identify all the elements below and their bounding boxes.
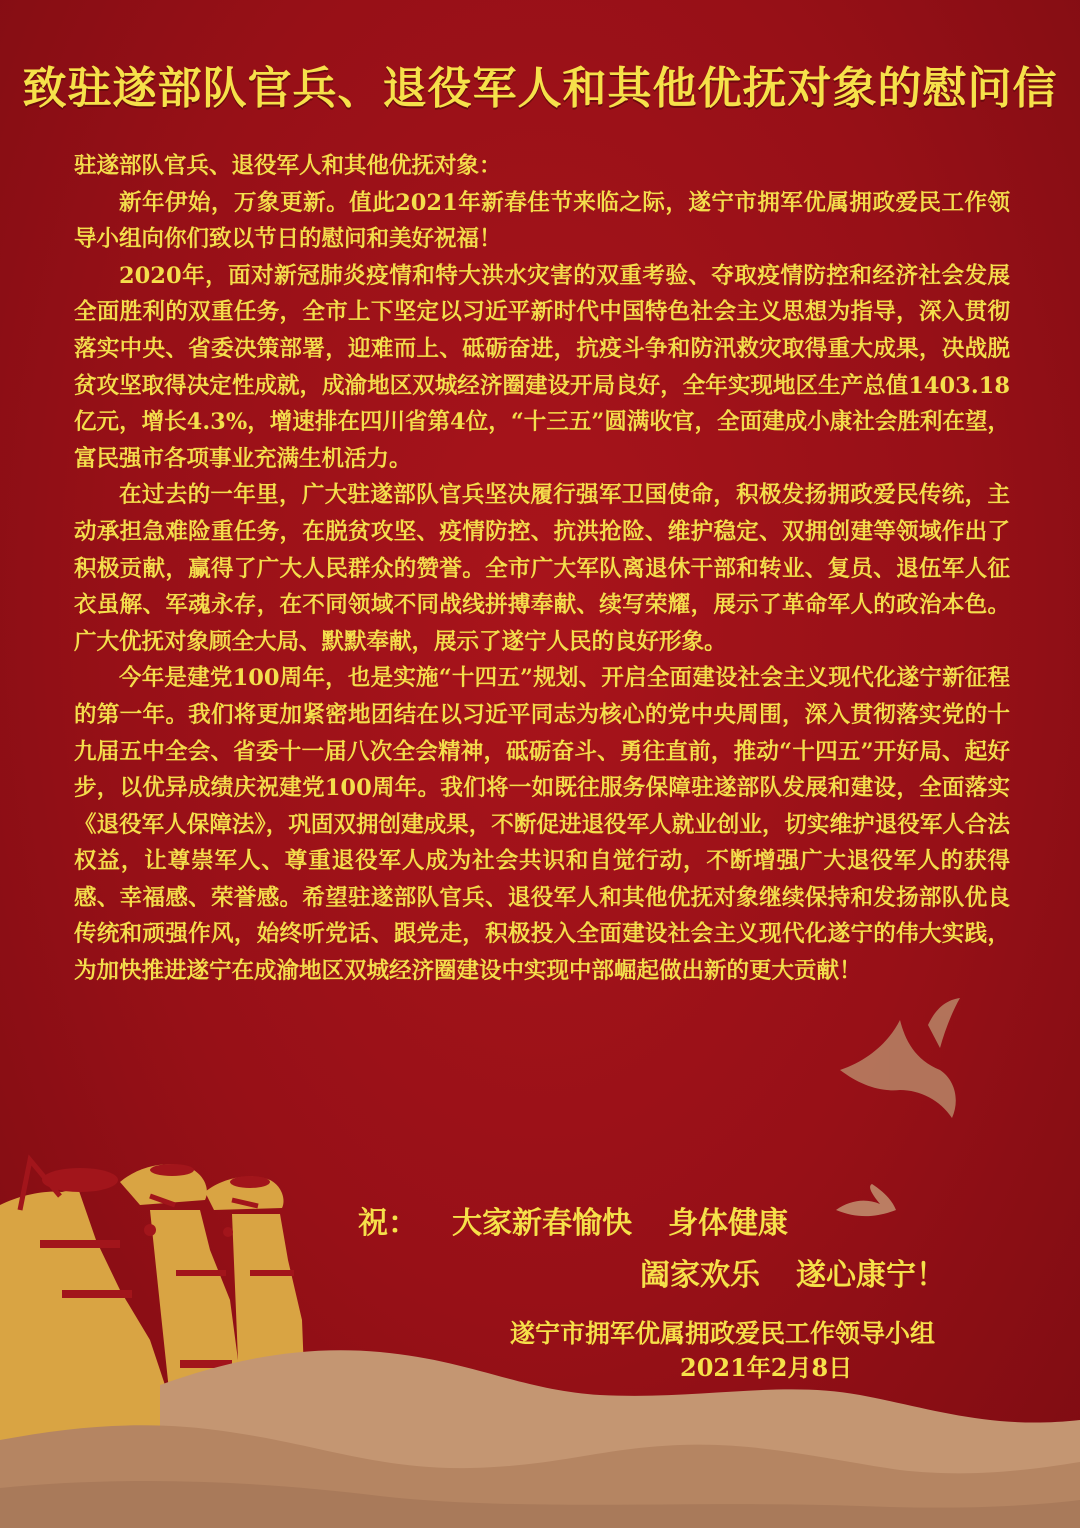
paragraph: 在过去的一年里，广大驻遂部队官兵坚决履行强军卫国使命，积极发扬拥政爱民传统，主动承担急难险重任务，在脱贫攻坚、疫情防控、抗洪抢险、维护稳定、双拥创建等领域作出了积极贡献，赢得了广大人民群众的赞誉。全市广大军队离退休干部和转业、复员、退伍军人征衣虽解、军魂永存，在不同领域不同战线拼搏奉献、续写荣耀，展示了革命军人的政治本色。广大优抚对象顾全大局、默默奉献，展示了遂宁人民的良好形象。	[74, 482, 1010, 655]
page-title: 致驻遂部队官兵、退役军人和其他优抚对象的慰问信	[22, 63, 1058, 114]
wish-text: 身体健康	[668, 1206, 788, 1241]
signature-date: 2021年2月8日	[680, 1353, 853, 1382]
salutation: 驻遂部队官兵、退役军人和其他优抚对象：	[74, 153, 502, 179]
wish-line-2	[640, 1250, 946, 1294]
wish-text: 阖家欢乐	[640, 1258, 760, 1293]
wish-text: 遂心康宁！	[796, 1258, 946, 1293]
wish-line-1	[358, 1198, 788, 1242]
paragraph: 新年伊始，万象更新。值此2021年新春佳节来临之际，遂宁市拥军优属拥政爱民工作领导小组向你们致以节日的慰问和美好祝福！	[74, 189, 1010, 253]
dove-icon	[840, 998, 960, 1118]
wish-label: 祝：	[358, 1206, 418, 1241]
letter-body	[74, 148, 1010, 990]
paragraph: 今年是建党100周年，也是实施“十四五”规划、开启全面建设社会主义现代化遂宁新征程的第一年。我们将更加紧密地团结在以习近平同志为核心的党中央周围，深入贯彻落实党的十九届五中全会、省委十一届八次全会精神，砥砺奋斗、勇往直前，推动“十四五”开好局、起好步，以优异成绩庆祝建党100周年。我们将一如既往服务保障驻遂部队发展和建设，全面落实《退役军人保障法》，巩固双拥创建成果，不断促进退役军人就业创业，切实维护退役军人合法权益，让尊崇军人、尊重退役军人成为社会共识和自觉行动，不断增强广大退役军人的获得感、幸福感、荣誉感。希望驻遂部队官兵、退役军人和其他优抚对象继续保持和发扬部队优良传统和顽强作风，始终听党话、跟党走，积极投入全面建设社会主义现代化遂宁的伟大实践，为加快推进遂宁在成渝地区双城经济圈建设中实现中部崛起做出新的更大贡献！	[74, 665, 1010, 985]
wish-text: 大家新春愉快	[452, 1206, 632, 1241]
signature-organization: 遂宁市拥军优属拥政爱民工作领导小组	[510, 1319, 936, 1348]
dove-icon	[836, 1184, 896, 1216]
paragraph: 2020年，面对新冠肺炎疫情和特大洪水灾害的双重考验、夺取疫情防控和经济社会发展全面胜利的双重任务，全市上下坚定以习近平新时代中国特色社会主义思想为指导，深入贯彻落实中央、省委决策部署，迎难而上、砥砺奋进，抗疫斗争和防汛救灾取得重大成果，决战脱贫攻坚取得决定性成就，成渝地区双城经济圈建设开局良好，全年实现地区生产总值1403.18亿元，增长4.3%，增速排在四川省第4位，“十三五”圆满收官，全面建成小康社会胜利在望，富民强市各项事业充满生机活力。	[74, 262, 1010, 472]
